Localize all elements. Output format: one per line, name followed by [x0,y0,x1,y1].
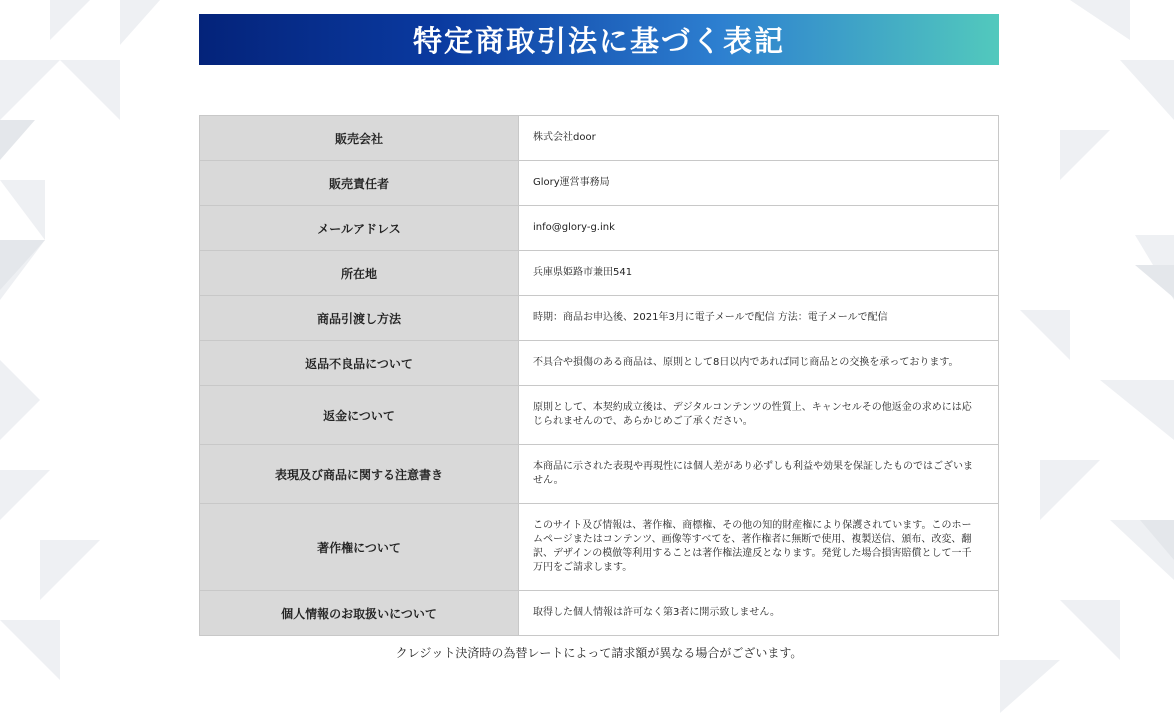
row-value: 原則として、本契約成立後は、デジタルコンテンツの性質上、キャンセルその他返金の求めには応じられませんので、あらかじめご了承ください。 [519,386,999,445]
row-label: 個人情報のお取扱いについて [200,591,519,636]
row-value: Glory運営事務局 [519,161,999,206]
table-row [200,504,999,591]
row-value: 兵庫県姫路市兼田541 [519,251,999,296]
row-label: 所在地 [200,251,519,296]
row-label: 著作権について [200,504,519,591]
row-value: 取得した個人情報は許可なく第3者に開示致しません。 [519,591,999,636]
table-row [200,116,999,161]
page-title: 特定商取引法に基づく表記 [199,14,999,65]
row-value: 株式会社door [519,116,999,161]
exchange-rate-note: クレジット決済時の為替レートによって請求額が異なる場合がございます。 [395,646,803,660]
legal-info-table [199,115,999,636]
table-row [200,445,999,504]
row-value: 本商品に示された表現や再現性には個人差があり必ずしも利益や効果を保証したものではございません。 [519,445,999,504]
legal-notice-section [199,14,999,661]
table-row [200,591,999,636]
row-label: 販売会社 [200,116,519,161]
table-row [200,161,999,206]
row-label: 返品不良品について [200,341,519,386]
table-row [200,296,999,341]
row-value: 時期：商品お申込後、2021年3月に電子メールで配信 方法：電子メールで配信 [519,296,999,341]
row-label: 商品引渡し方法 [200,296,519,341]
row-label: 販売責任者 [200,161,519,206]
row-value: info@glory-g.ink [519,206,999,251]
table-row [200,386,999,445]
table-row [200,341,999,386]
row-label: メールアドレス [200,206,519,251]
row-value: このサイト及び情報は、著作権、商標権、その他の知的財産権により保護されています。このホームページまたはコンテンツ、画像等すべてを、著作権者に無断で使用、複製送信、頒布、改変、翻訳、デザインの模倣等利用することは著作権法違反となります。発覚した場合損害賠償として一千万円をご請求します。 [519,504,999,591]
table-row [200,206,999,251]
table-row [200,251,999,296]
row-value: 不具合や損傷のある商品は、原則として8日以内であれば同じ商品との交換を承っております。 [519,341,999,386]
row-label: 表現及び商品に関する注意書き [200,445,519,504]
row-label: 返金について [200,386,519,445]
